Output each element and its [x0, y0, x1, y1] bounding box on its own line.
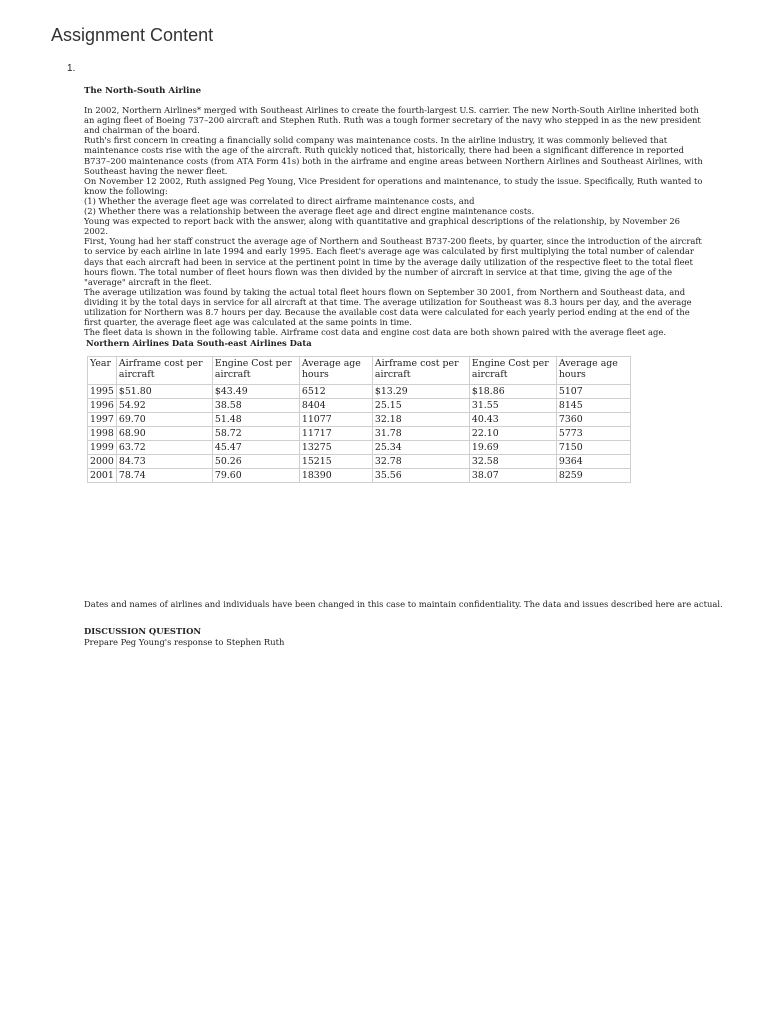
- paragraph: (2) Whether there was a relationship between the average fleet age and direct engine maintenance costs.: [84, 206, 535, 217]
- table-cell: 58.72: [212, 427, 299, 441]
- table-cell: 25.34: [372, 441, 469, 455]
- paragraph: On November 12 2002, Ruth assigned Peg Young, Vice President for operations and maintenance, to study the issue. Specifically, Ruth wanted to know the following:: [84, 175, 703, 196]
- table-cell: 31.55: [469, 399, 556, 413]
- column-header-northern-average-age: Average age hours: [299, 357, 372, 385]
- table-cell: 32.78: [372, 455, 469, 469]
- paragraph: The fleet data is shown in the following table. Airframe cost data and engine cost data are both shown paired with the average fleet age.: [84, 327, 666, 338]
- table-cell: 9364: [556, 455, 630, 469]
- table-cell: 2000: [88, 455, 117, 469]
- discussion-question: Prepare Peg Young's response to Stephen Ruth: [84, 636, 285, 647]
- table-caption: Northern Airlines Data South-east Airlines Data: [86, 338, 312, 349]
- table-cell: 84.73: [116, 455, 212, 469]
- case-title: The North-South Airline: [84, 86, 202, 96]
- table-cell: 1996: [88, 399, 117, 413]
- table-cell: 22.10: [469, 427, 556, 441]
- table-cell: 6512: [299, 385, 372, 399]
- table-cell: 78.74: [116, 469, 212, 483]
- table-cell: 13275: [299, 441, 372, 455]
- table-cell: 11717: [299, 427, 372, 441]
- table-cell: 51.48: [212, 413, 299, 427]
- table-row: [88, 399, 631, 413]
- column-header-northern-airframe-cost: Airframe cost per aircraft: [116, 357, 212, 385]
- table-cell: 7360: [556, 413, 630, 427]
- table-cell: 8404: [299, 399, 372, 413]
- table-cell: 1997: [88, 413, 117, 427]
- table-row: [88, 385, 631, 399]
- table-cell: $18.86: [469, 385, 556, 399]
- table-row: [88, 441, 631, 455]
- column-header-southeast-average-age: Average age hours: [556, 357, 630, 385]
- table-cell: 69.70: [116, 413, 212, 427]
- column-header-year: Year: [88, 357, 117, 385]
- table-row: [88, 413, 631, 427]
- table-cell: 5107: [556, 385, 630, 399]
- list-item-number: 1.: [67, 63, 76, 74]
- table-row: [88, 469, 631, 483]
- page-title: Assignment Content: [51, 25, 214, 45]
- fleet-data-table: [87, 356, 631, 483]
- footnote: Dates and names of airlines and individuals have been changed in this case to maintain confidentiality. The data and issues described here are actual.: [84, 599, 723, 610]
- table-cell: 1995: [88, 385, 117, 399]
- table-cell: 8145: [556, 399, 630, 413]
- paragraph: Young was expected to report back with the answer, along with quantitative and graphical descriptions of the relationship, by November 26 2002.: [84, 216, 681, 237]
- paragraph: In 2002, Northern Airlines* merged with Southeast Airlines to create the fourth-largest U.S. carrier. The new North-South Airline inherited both an aging fleet of Boeing 737–200 aircraft and Stephen Ruth. Ruth was a tough former secretary of the navy who stepped in as the new president and chairman of the board.: [84, 105, 701, 136]
- table-cell: 19.69: [469, 441, 556, 455]
- table-cell: 1998: [88, 427, 117, 441]
- table-cell: 38.07: [469, 469, 556, 483]
- paragraph: First, Young had her staff construct the average age of Northern and Southeast B737-200 fleets, by quarter, since the introduction of the aircraft to service by each airline in late 1994 and early 1995. Each fleet's average age was calculated by first multiplying the total number of calendar days that each aircraft had been in service at the pertinent point in time by the average daily utilization of the respective fleet to the total fleet hours flown. The total number of fleet hours flown was then divided by the number of aircraft in service at that time, giving the age of the "average" aircraft in the fleet.: [84, 236, 702, 287]
- column-header-northern-engine-cost: Engine Cost per aircraft: [212, 357, 299, 385]
- table-cell: 32.58: [469, 455, 556, 469]
- table-cell: $43.49: [212, 385, 299, 399]
- paragraph: Ruth's first concern in creating a financially solid company was maintenance costs. In the airline industry, it was commonly believed that maintenance costs rise with the age of the aircraft. Ruth quickly noticed that, historically, there had been a significant difference in reported B737–200 maintenance costs (from ATA Form 41s) both in the airframe and engine areas between Northern Airlines and Southeast Airlines, with Southeast having the newer fleet.: [84, 135, 703, 176]
- table-cell: 15215: [299, 455, 372, 469]
- discussion-heading: DISCUSSION QUESTION: [84, 626, 202, 636]
- case-content: [84, 86, 704, 483]
- table-cell: 63.72: [116, 441, 212, 455]
- table-cell: 68.90: [116, 427, 212, 441]
- table-cell: 18390: [299, 469, 372, 483]
- table-cell: 50.26: [212, 455, 299, 469]
- table-cell: 40.43: [469, 413, 556, 427]
- discussion-section: [84, 626, 684, 647]
- table-cell: 8259: [556, 469, 630, 483]
- table-cell: 38.58: [212, 399, 299, 413]
- table-cell: $13.29: [372, 385, 469, 399]
- table-cell: 5773: [556, 427, 630, 441]
- table-cell: 79.60: [212, 469, 299, 483]
- column-header-southeast-airframe-cost: Airframe cost per aircraft: [372, 357, 469, 385]
- table-row: [88, 455, 631, 469]
- column-header-southeast-engine-cost: Engine Cost per aircraft: [469, 357, 556, 385]
- table-cell: 45.47: [212, 441, 299, 455]
- table-cell: 25.15: [372, 399, 469, 413]
- table-cell: 2001: [88, 469, 117, 483]
- table-cell: 54.92: [116, 399, 212, 413]
- table-cell: 7150: [556, 441, 630, 455]
- table-header-row: [88, 357, 631, 385]
- table-cell: 35.56: [372, 469, 469, 483]
- table-cell: 32.18: [372, 413, 469, 427]
- paragraph: The average utilization was found by taking the actual total fleet hours flown on September 30 2001, from Northern and Southeast data, and dividing it by the total days in service for all aircraft at that time. The average utilization for Southeast was 8.3 hours per day, and the average utilization for Northern was 8.7 hours per day. Because the available cost data were calculated for each yearly period ending at the end of the first quarter, the average fleet age was calculated at the same points in time.: [84, 286, 692, 328]
- table-cell: 31.78: [372, 427, 469, 441]
- table-cell: 11077: [299, 413, 372, 427]
- table-cell: 1999: [88, 441, 117, 455]
- table-cell: $51.80: [116, 385, 212, 399]
- table-row: [88, 427, 631, 441]
- paragraph: (1) Whether the average fleet age was correlated to direct airframe maintenance costs, and: [84, 195, 475, 206]
